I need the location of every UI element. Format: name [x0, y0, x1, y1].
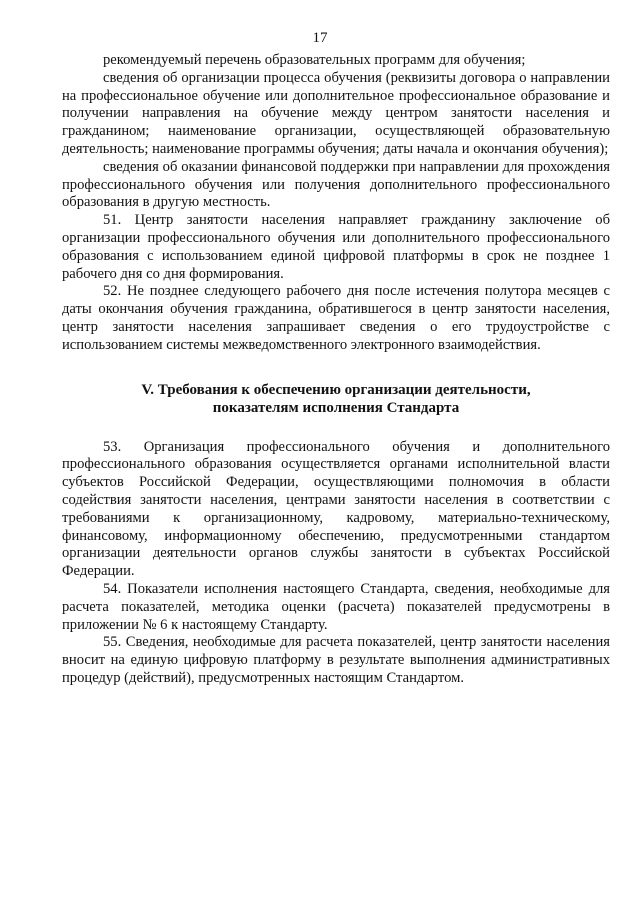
- paragraph: 51. Центр занятости населения направляет гражданину заключение об организации профессионального обучения или дополнительного профессионального образования с использованием единой цифровой платформы в срок не позднее 1 рабочего дня со дня формирования.: [62, 212, 610, 282]
- paragraph: 52. Не позднее следующего рабочего дня после истечения полутора месяцев с даты окончания обучения гражданина, обратившегося в центр занятости населения, центр занятости населения запрашивает сведения о его трудоустройстве с использованием системы межведомственного электронного взаимодействия.: [62, 283, 610, 353]
- paragraph: сведения об организации процесса обучения (реквизиты договора о направлении на профессиональное обучение или дополнительное профессиональное образование и получении направления на обучение между центром занятости населения и гражданином; наименование организации, осуществляющей образовательную деятельность; наименование программы обучения; даты начала и окончания обучения);: [62, 69, 610, 157]
- page-number: 17: [312, 30, 328, 46]
- paragraph: 55. Сведения, необходимые для расчета показателей, центр занятости населения вносит на единую цифровую платформу в результате выполнения административных процедур (действий), предусмотренных настоящим Стандартом.: [62, 634, 610, 686]
- paragraph: 54. Показатели исполнения настоящего Стандарта, сведения, необходимые для расчета показателей, методика оценки (расчета) показателей предусмотрены в приложении № 6 к настоящему Стандарту.: [62, 580, 610, 633]
- paragraph: 53. Организация профессионального обучения и дополнительного профессионального образования осуществляется органами исполнительной власти субъектов Российской Федерации, осуществляющими полномочия в области содействия занятости населения, центрами занятости населения в соответствии с требованиями к организационному, кадровому, материально-техническому, финансовому, информационному обеспечению, предусмотренными стандартом организации деятельности органов службы занятости в субъектах Российской Федерации.: [62, 438, 610, 580]
- section-heading-line: V. Требования к обеспечению организации деятельности,: [141, 381, 531, 398]
- document-body: [62, 52, 610, 688]
- paragraph: сведения об оказании финансовой поддержки при направлении для прохождения профессионального обучения или получения дополнительного профессионального образования в другую местность.: [62, 158, 610, 211]
- paragraph: рекомендуемый перечень образовательных программ для обучения;: [103, 52, 526, 68]
- section-heading-line: показателям исполнения Стандарта: [212, 399, 460, 416]
- section-heading: [62, 381, 610, 417]
